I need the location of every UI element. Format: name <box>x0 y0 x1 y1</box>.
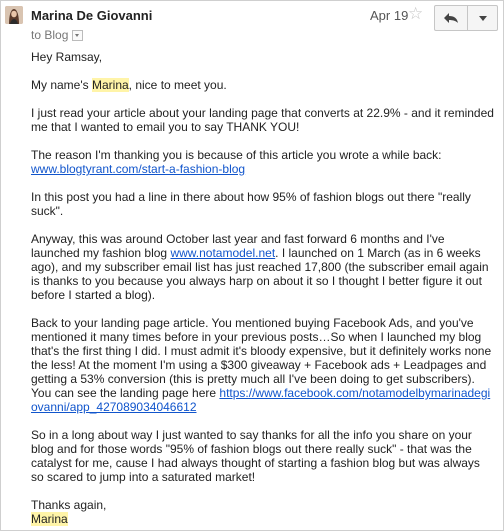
recipient-line <box>31 28 83 42</box>
reply-button-group <box>434 5 498 31</box>
recipient-name: Blog <box>44 28 69 42</box>
paragraph-2: I just read your article about your landing page that converts at 22.9% - and it reminded me that I wanted to email you to say THANK YOU! <box>31 106 494 134</box>
star-icon[interactable]: ☆ <box>408 4 424 23</box>
sender-name[interactable]: Marina De Giovanni <box>31 8 153 23</box>
text: , nice to meet you. <box>128 78 227 92</box>
blog-link[interactable]: www.notamodel.net <box>170 246 276 260</box>
recipient-details-dropdown[interactable] <box>72 30 83 41</box>
closing: Thanks again, <box>31 498 107 512</box>
facebook-link[interactable]: https://www.facebook.com/notamodelbymarinadegiovanni/app_427089034046612 <box>31 386 491 414</box>
chevron-down-icon <box>479 16 487 21</box>
paragraph-6 <box>31 316 495 414</box>
more-actions-button[interactable] <box>468 5 498 31</box>
message-header <box>1 1 503 49</box>
text: Back to your landing page article. You mentioned buying Facebook Ads, and you've mentioned it many times before in your previous posts…So when I launched my blog that's the first thing I did. I must admit it's bloody expensive, but it definitely works none the less! At the moment I'm using a $300 giveaway + Facebook ads + Leadpages and getting a 53% conversion (this is pretty much all I've been doing to get subscribers). You can see the landing page here <box>31 316 492 400</box>
text: The reason I'm thanking you is because of this article you wrote a while back: <box>31 148 442 162</box>
signature <box>31 512 495 526</box>
recipient-prefix: to <box>31 28 42 42</box>
reply-icon <box>443 12 459 24</box>
text: Anyway, this was around October last year and fast forward 6 months and I've launched my fashion blog <box>31 232 445 260</box>
paragraph-5 <box>31 232 495 302</box>
article-link[interactable]: www.blogtyrant.com/start-a-fashion-blog <box>31 162 246 176</box>
message-date: Apr 19 <box>370 8 409 23</box>
paragraph-intro <box>31 78 495 92</box>
paragraph-7: So in a long about way I just wanted to say thanks for all the info you share on your blog and for those words "95% of fashion blogs out there really suck" - that was the catalyst for me, cause I had always thought of starting a fashion blog but was always so scared to jump into a saturated market! <box>31 428 480 484</box>
paragraph-3 <box>31 148 495 176</box>
paragraph-4: In this post you had a line in there about how 95% of fashion blogs out there "really suck". <box>31 190 471 218</box>
reply-button[interactable] <box>434 5 468 31</box>
greeting: Hey Ramsay, <box>31 50 103 64</box>
avatar[interactable] <box>5 6 23 24</box>
signature-name: Marina <box>31 512 68 526</box>
text: . I launched on 1 March (as in 6 weeks ago), and my subscriber email list has just reached 17,800 (the subscriber email again is thanks to you because you always harp on about it so I thought I better figure it out before I started a blog). <box>31 246 489 302</box>
message-body <box>31 50 495 526</box>
highlighted-name: Marina <box>91 78 129 92</box>
text: My name's <box>31 78 92 92</box>
